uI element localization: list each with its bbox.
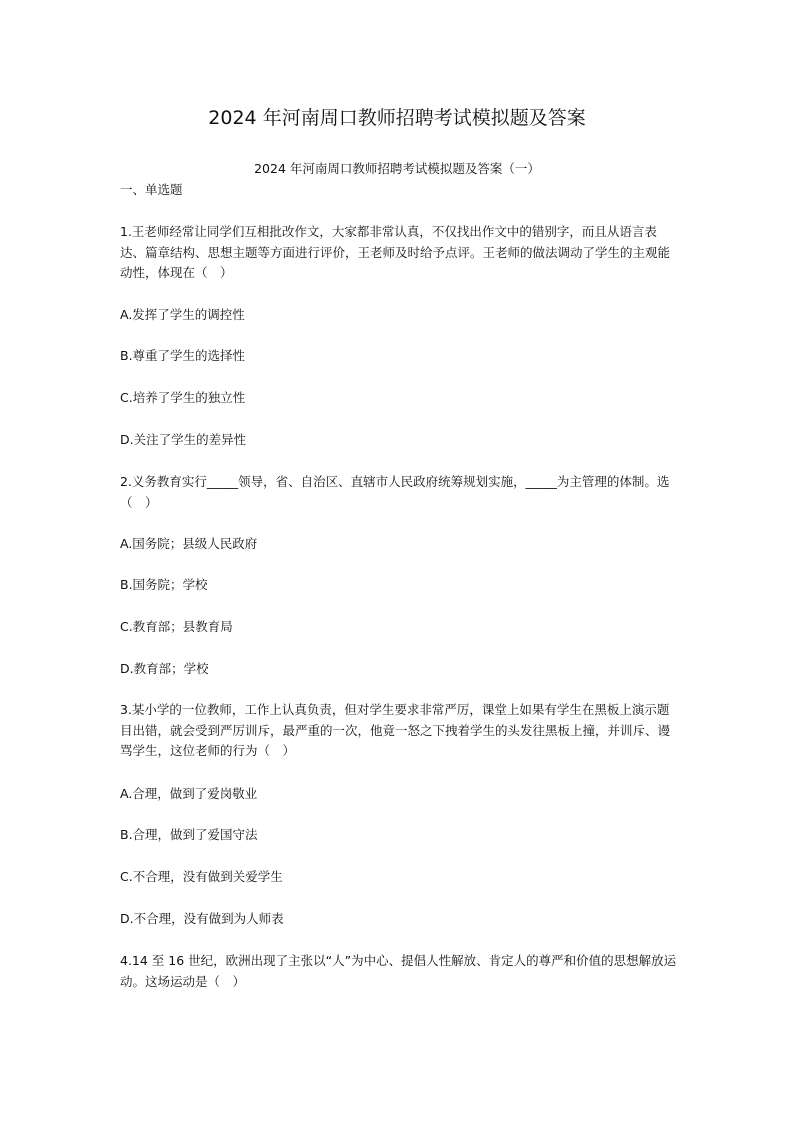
question-1-option-a: A.发挥了学生的调控性 <box>120 307 245 322</box>
question-2-option-a: A.国务院；县级人民政府 <box>120 536 258 551</box>
question-3-option-c: C.不合理，没有做到关爱学生 <box>120 869 283 884</box>
question-2-option-c: C.教育部；县教育局 <box>120 619 233 634</box>
question-3-option-a: A.合理，做到了爱岗敬业 <box>120 786 258 801</box>
question-1-option-c: C.培养了学生的独立性 <box>120 390 246 405</box>
question-2-option-b: B.国务院；学校 <box>120 577 208 592</box>
question-3-stem: 3.某小学的一位教师，工作上认真负责，但对学生要求非常严厉，课堂上如果有学生在黑板上演示题目出错，就会受到严厉训斥，最严重的一次，他竟一怒之下拽着学生的头发往黑板上撞，并训斥、谩骂学生，这位老师的行为（ ） <box>120 702 671 758</box>
question-3-option-b: B.合理，做到了爱国守法 <box>120 827 258 842</box>
section-heading: 一、单选题 <box>120 182 183 197</box>
question-1-stem: 1.王老师经常让同学们互相批改作文，大家都非常认真，不仅找出作文中的错别字，而且从语言表达、篇章结构、思想主题等方面进行评价，王老师及时给予点评。王老师的做法调动了学生的主观能动性，体现在（ ） <box>120 224 671 280</box>
question-1-option-b: B.尊重了学生的选择性 <box>120 348 246 363</box>
document-title: 2024 年河南周口教师招聘考试模拟题及答案 <box>208 107 586 129</box>
question-4-stem: 4.14 至 16 世纪，欧洲出现了主张以“人”为中心、提倡人性解放、肯定人的尊严和价值的思想解放运动。这场运动是（ ） <box>120 953 677 989</box>
question-2-option-d: D.教育部；学校 <box>120 661 209 676</box>
question-1-option-d: D.关注了学生的差异性 <box>120 432 247 447</box>
question-3-option-d: D.不合理，没有做到为人师表 <box>120 911 284 926</box>
document-subtitle: 2024 年河南周口教师招聘考试模拟题及答案（一） <box>254 161 540 176</box>
question-2-stem: 2.义务教育实行_____领导，省、自治区、直辖市人民政府统筹规划实施，_____为主管理的体制。选（ ） <box>120 474 670 510</box>
